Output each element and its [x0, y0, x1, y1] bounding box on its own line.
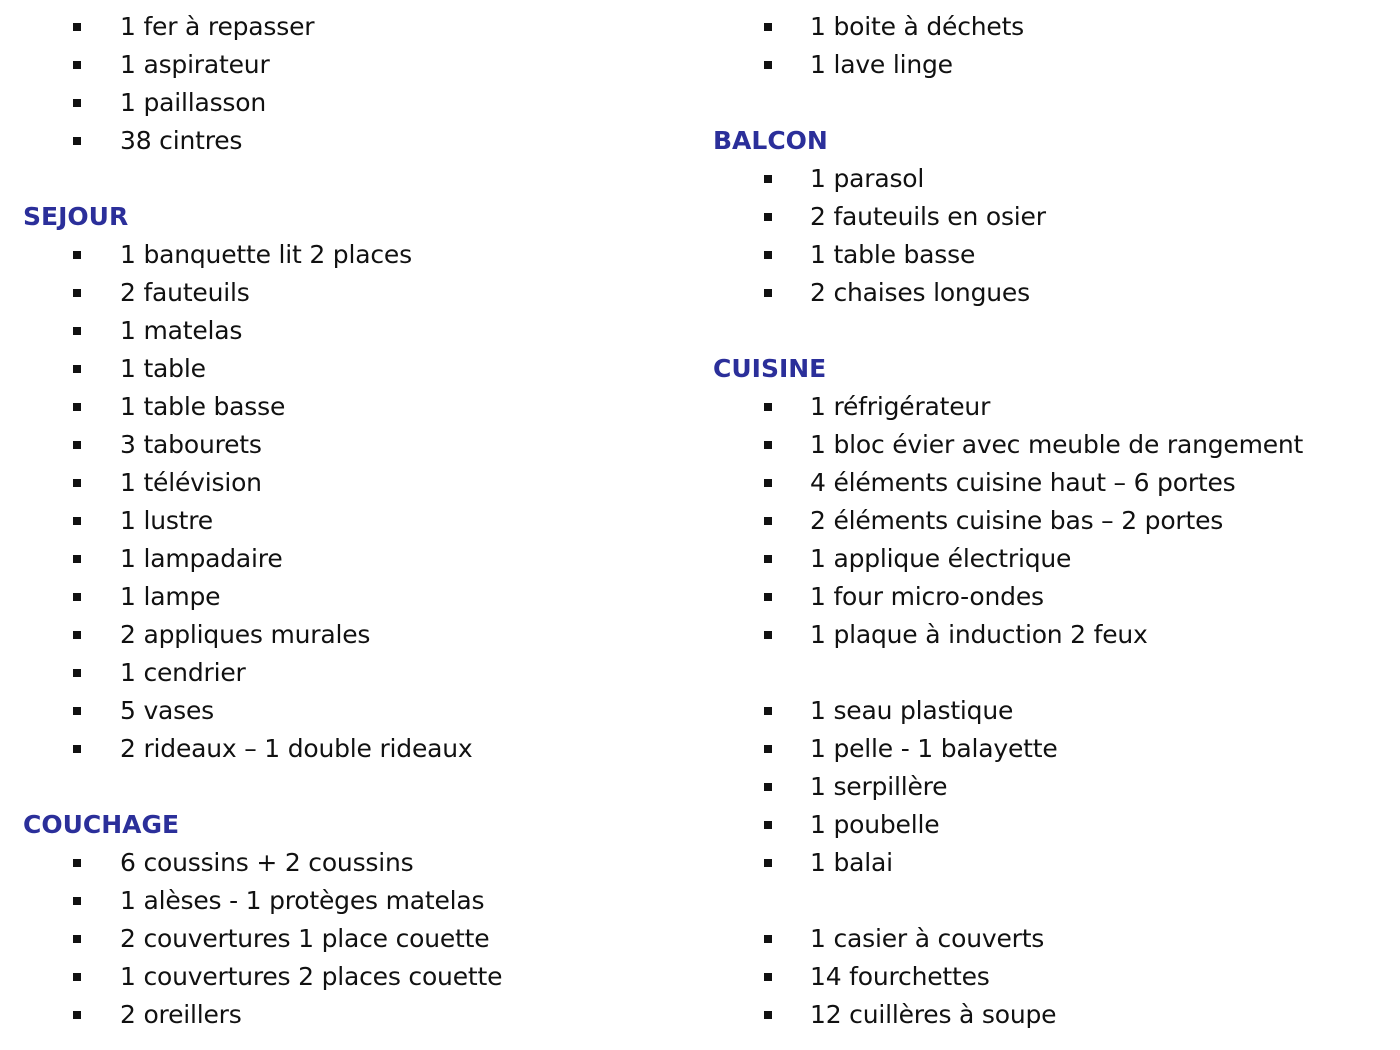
item-label: 4 éléments cuisine haut – 6 portes: [810, 468, 1236, 497]
list-item: [0, 236, 690, 274]
cut-off-line: [0, 0, 690, 8]
item-label: 5 vases: [120, 696, 214, 725]
square-bullet-icon: [764, 821, 772, 829]
list-item: [690, 274, 1400, 312]
square-bullet-icon: [73, 61, 81, 69]
item-label: 2 couvertures 1 place couette: [120, 924, 490, 953]
item-label: 2 éléments cuisine bas – 2 portes: [810, 506, 1224, 535]
list-item: [0, 540, 690, 578]
square-bullet-icon: [764, 631, 772, 639]
item-label: 14 fourchettes: [810, 962, 990, 991]
square-bullet-icon: [764, 555, 772, 563]
square-bullet-icon: [73, 137, 81, 145]
item-label: 1 lave linge: [810, 50, 953, 79]
square-bullet-icon: [73, 23, 81, 31]
list-item: [0, 958, 690, 996]
list-entree-partial: [0, 8, 690, 160]
list-item: [690, 616, 1400, 654]
square-bullet-icon: [764, 441, 772, 449]
list-item: [0, 122, 690, 160]
list-item: [690, 160, 1400, 198]
square-bullet-icon: [73, 479, 81, 487]
item-label: 1 poubelle: [810, 810, 940, 839]
item-label: 1 serpillère: [810, 772, 948, 801]
item-label: 1 table basse: [120, 392, 286, 421]
list-item: [0, 312, 690, 350]
list-item: [690, 8, 1400, 46]
section-spacer: [690, 312, 1400, 350]
square-bullet-icon: [73, 973, 81, 981]
list-item: [690, 578, 1400, 616]
item-label: 38 cintres: [120, 126, 243, 155]
item-label: 1 paillasson: [120, 88, 266, 117]
list-item: [690, 806, 1400, 844]
item-label: 2 fauteuils: [120, 278, 250, 307]
section-balcon: [690, 122, 1400, 312]
list-item: [0, 844, 690, 882]
square-bullet-icon: [764, 23, 772, 31]
list-item: [690, 692, 1400, 730]
square-bullet-icon: [73, 403, 81, 411]
section-cuisine: [690, 350, 1400, 1034]
square-bullet-icon: [73, 289, 81, 297]
item-label: 1 balai: [810, 848, 893, 877]
square-bullet-icon: [764, 745, 772, 753]
section-heading: [0, 806, 690, 844]
list-item: [690, 958, 1400, 996]
item-label: 1 parasol: [810, 164, 925, 193]
section-title: SEJOUR: [23, 202, 129, 231]
list-item: [690, 996, 1400, 1034]
list-item: [0, 388, 690, 426]
square-bullet-icon: [73, 859, 81, 867]
list-item: [690, 426, 1400, 464]
section-spacer: [690, 84, 1400, 122]
item-label: 1 banquette lit 2 places: [120, 240, 412, 269]
list-item: [0, 464, 690, 502]
square-bullet-icon: [73, 441, 81, 449]
list-item: [0, 350, 690, 388]
square-bullet-icon: [73, 631, 81, 639]
item-label: 1 table: [120, 354, 206, 383]
square-bullet-icon: [764, 783, 772, 791]
item-label: 1 boite à déchets: [810, 12, 1025, 41]
list-item: [0, 426, 690, 464]
square-bullet-icon: [73, 935, 81, 943]
list-item: [690, 920, 1400, 958]
section-sejour: [0, 198, 690, 768]
group-spacer: [690, 654, 1400, 692]
square-bullet-icon: [764, 403, 772, 411]
item-label: 1 couvertures 2 places couette: [120, 962, 503, 991]
list-item: [690, 198, 1400, 236]
square-bullet-icon: [73, 327, 81, 335]
cut-off-line: [690, 0, 1400, 8]
section-heading: [690, 122, 1400, 160]
square-bullet-icon: [764, 593, 772, 601]
item-label: 2 oreillers: [120, 1000, 242, 1029]
list-item: [0, 578, 690, 616]
square-bullet-icon: [73, 593, 81, 601]
list-item: [690, 844, 1400, 882]
section-title: CUISINE: [713, 354, 827, 383]
list-item: [0, 996, 690, 1034]
item-label: 1 fer à repasser: [120, 12, 315, 41]
square-bullet-icon: [764, 517, 772, 525]
item-label: 1 télévision: [120, 468, 262, 497]
item-label: 1 lustre: [120, 506, 213, 535]
list-item: [0, 616, 690, 654]
group-spacer: [690, 882, 1400, 920]
section-spacer: [0, 768, 690, 806]
square-bullet-icon: [73, 555, 81, 563]
list-item: [0, 46, 690, 84]
list-item: [690, 730, 1400, 768]
item-label: 1 table basse: [810, 240, 976, 269]
square-bullet-icon: [73, 365, 81, 373]
square-bullet-icon: [764, 973, 772, 981]
list-item: [690, 464, 1400, 502]
item-label: 1 seau plastique: [810, 696, 1014, 725]
item-label: 1 alèses - 1 protèges matelas: [120, 886, 485, 915]
item-label: 2 chaises longues: [810, 278, 1030, 307]
item-label: 2 fauteuils en osier: [810, 202, 1046, 231]
item-label: 1 four micro-ondes: [810, 582, 1044, 611]
item-label: 2 rideaux – 1 double rideaux: [120, 734, 473, 763]
item-label: 1 aspirateur: [120, 50, 270, 79]
item-label: 1 applique électrique: [810, 544, 1072, 573]
square-bullet-icon: [73, 517, 81, 525]
list-item: [0, 274, 690, 312]
item-label: 1 bloc évier avec meuble de rangement: [810, 430, 1304, 459]
square-bullet-icon: [764, 479, 772, 487]
square-bullet-icon: [73, 745, 81, 753]
item-label: 1 réfrigérateur: [810, 392, 991, 421]
square-bullet-icon: [764, 935, 772, 943]
square-bullet-icon: [73, 1011, 81, 1019]
item-label: 1 lampe: [120, 582, 221, 611]
list-item: [690, 388, 1400, 426]
item-label: 3 tabourets: [120, 430, 262, 459]
square-bullet-icon: [764, 859, 772, 867]
list-item: [0, 654, 690, 692]
square-bullet-icon: [764, 61, 772, 69]
list-item: [0, 84, 690, 122]
list-item: [0, 502, 690, 540]
list-item: [0, 882, 690, 920]
item-label: 1 lampadaire: [120, 544, 283, 573]
square-bullet-icon: [764, 1011, 772, 1019]
square-bullet-icon: [764, 289, 772, 297]
list-item: [690, 502, 1400, 540]
list-partial-right: [690, 8, 1400, 84]
square-bullet-icon: [73, 99, 81, 107]
section-heading: [690, 350, 1400, 388]
item-label: 1 matelas: [120, 316, 243, 345]
list-item: [0, 920, 690, 958]
square-bullet-icon: [73, 669, 81, 677]
item-label: 12 cuillères à soupe: [810, 1000, 1057, 1029]
item-label: 1 pelle - 1 balayette: [810, 734, 1058, 763]
square-bullet-icon: [764, 213, 772, 221]
square-bullet-icon: [73, 897, 81, 905]
list-item: [690, 540, 1400, 578]
section-title: BALCON: [713, 126, 828, 155]
list-item: [0, 730, 690, 768]
list-item: [690, 236, 1400, 274]
item-label: 6 coussins + 2 coussins: [120, 848, 414, 877]
list-item: [0, 692, 690, 730]
left-column: [0, 0, 690, 1034]
section-couchage: [0, 806, 690, 1034]
right-column: [690, 0, 1400, 1034]
section-spacer: [0, 160, 690, 198]
item-label: 1 casier à couverts: [810, 924, 1045, 953]
item-label: 2 appliques murales: [120, 620, 371, 649]
square-bullet-icon: [764, 251, 772, 259]
list-item: [0, 8, 690, 46]
list-item: [690, 46, 1400, 84]
item-label: 1 plaque à induction 2 feux: [810, 620, 1148, 649]
section-title: COUCHAGE: [23, 810, 180, 839]
square-bullet-icon: [73, 251, 81, 259]
list-item: [690, 768, 1400, 806]
square-bullet-icon: [764, 707, 772, 715]
item-label: 1 cendrier: [120, 658, 246, 687]
square-bullet-icon: [73, 707, 81, 715]
section-heading: [0, 198, 690, 236]
square-bullet-icon: [764, 175, 772, 183]
